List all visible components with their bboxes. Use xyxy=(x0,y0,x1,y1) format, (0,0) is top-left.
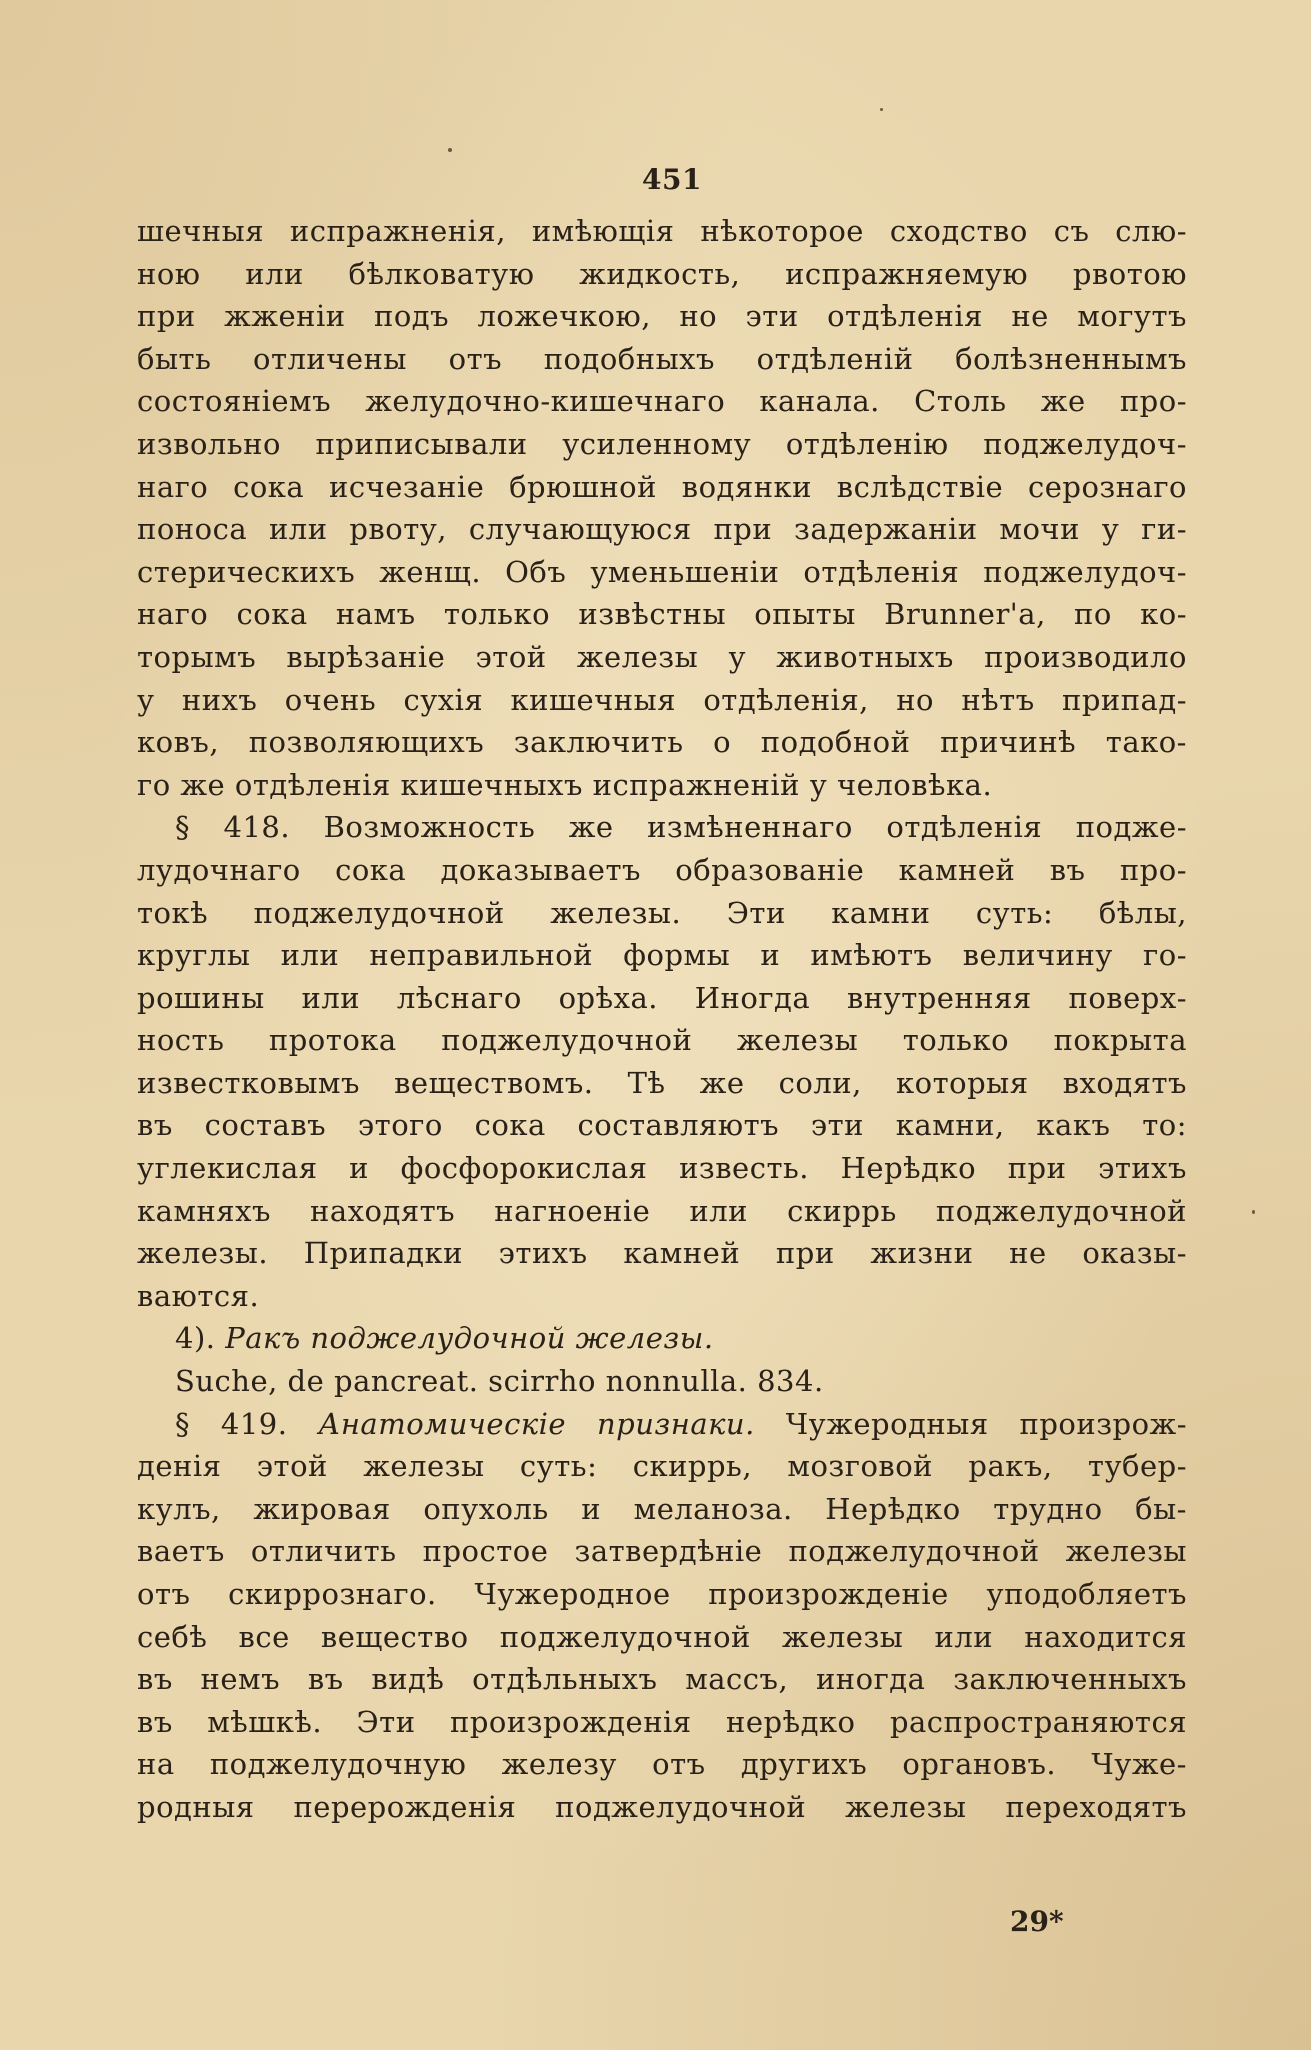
section-418-line: § 418. Возможность же измѣненнаго отдѣленія подже- xyxy=(175,810,1187,845)
text-line: извольно приписывали усиленному отдѣленію поджелудоч- xyxy=(137,426,1187,461)
text-line: ною или бѣлковатую жидкость, испражняемую рвотою xyxy=(137,256,1187,291)
section-419-line xyxy=(137,1403,1187,1446)
text-line: состояніемъ желудочно-кишечнаго канала. Столь же про- xyxy=(137,384,1187,419)
section-419-text: Чужеродныя произрож- xyxy=(785,1406,1188,1441)
section-419-number: § 419. xyxy=(175,1406,288,1441)
page-text xyxy=(137,150,1187,1829)
text-line: го же отдѣленія кишечныхъ испражненій у человѣка. xyxy=(137,767,993,802)
text-line: торымъ вырѣзаніе этой железы у животныхъ производило xyxy=(137,639,1187,674)
text-line: ваетъ отличить простое затвердѣніе поджелудочной железы xyxy=(137,1534,1187,1569)
text-line: ваются. xyxy=(137,1278,260,1313)
text-line: железы. Припадки этихъ камней при жизни не оказы- xyxy=(137,1236,1187,1271)
paper-speck xyxy=(1252,1210,1255,1214)
text-line: себѣ все вещество поджелудочной железы или находится xyxy=(137,1619,1187,1654)
text-line: при жженіи подъ ложечкою, но эти отдѣленія не могутъ xyxy=(137,299,1187,334)
section-4-number: 4). xyxy=(175,1321,216,1356)
text-line: денія этой железы суть: скиррь, мозговой ракъ, тубер- xyxy=(137,1449,1187,1484)
text-line: отъ скиррознаго. Чужеродное произрожденіе уподобляетъ xyxy=(137,1577,1187,1611)
text-line: углекислая и фосфорокислая известь. Нерѣдко при этихъ xyxy=(137,1151,1187,1186)
text-line: въ составъ этого сока составляютъ эти камни, какъ то: xyxy=(137,1108,1187,1143)
reference-line: Suche, de pancreat. scirrho nonnulla. 834. xyxy=(175,1364,824,1399)
text-line: известковымъ веществомъ. Тѣ же соли, которыя входятъ xyxy=(137,1065,1187,1100)
page-number: 451 xyxy=(642,163,702,196)
text-line: ковъ, позволяющихъ заключить о подобной причинѣ тако- xyxy=(137,725,1187,760)
text-line: наго сока намъ только извѣстны опыты Brunner'a, по ко- xyxy=(137,597,1187,632)
text-line: круглы или неправильной формы и имѣютъ величину го- xyxy=(137,938,1187,973)
section-4-heading xyxy=(137,1317,1187,1360)
text-line: на поджелудочную железу отъ другихъ органовъ. Чуже- xyxy=(137,1747,1187,1782)
text-line: быть отличены отъ подобныхъ отдѣленій болѣзненнымъ xyxy=(137,341,1187,376)
printer-signature: 29* xyxy=(1010,1905,1064,1938)
section-4-title: Ракъ поджелудочной железы. xyxy=(225,1321,714,1356)
section-419-title: Анатомическіе признаки. xyxy=(318,1406,755,1441)
text-line: родныя перерожденія поджелудочной железы переходятъ xyxy=(137,1789,1187,1824)
text-line: въ мѣшкѣ. Эти произрожденія нерѣдко распространяются xyxy=(137,1704,1187,1739)
text-line: ность протока поджелудочной железы только покрыта xyxy=(137,1023,1187,1058)
text-line: въ немъ въ видѣ отдѣльныхъ массъ, иногда заключенныхъ xyxy=(137,1662,1187,1697)
text-line: камняхъ находятъ нагноеніе или скиррь поджелудочной xyxy=(137,1193,1187,1228)
text-line: токѣ поджелудочной железы. Эти камни суть: бѣлы, xyxy=(137,895,1187,930)
paper-speck xyxy=(880,108,883,111)
text-line: у нихъ очень сухія кишечныя отдѣленія, но нѣтъ припад- xyxy=(137,682,1187,717)
text-line: кулъ, жировая опухоль и меланоза. Нерѣдко трудно бы- xyxy=(137,1491,1187,1526)
text-line: лудочнаго сока доказываетъ образованіе камней въ про- xyxy=(137,852,1187,887)
text-line: рошины или лѣснаго орѣха. Иногда внутренняя поверх- xyxy=(137,980,1187,1015)
text-line: стерическихъ женщ. Объ уменьшеніи отдѣленія поджелудоч- xyxy=(137,554,1187,589)
text-line: поноса или рвоту, случающуюся при задержаніи мочи у ги- xyxy=(137,512,1187,547)
text-line: наго сока исчезаніе брюшной водянки вслѣдствіе серознаго xyxy=(137,469,1187,504)
text-line: шечныя испражненія, имѣющія нѣкоторое сходство съ слю- xyxy=(137,214,1187,248)
